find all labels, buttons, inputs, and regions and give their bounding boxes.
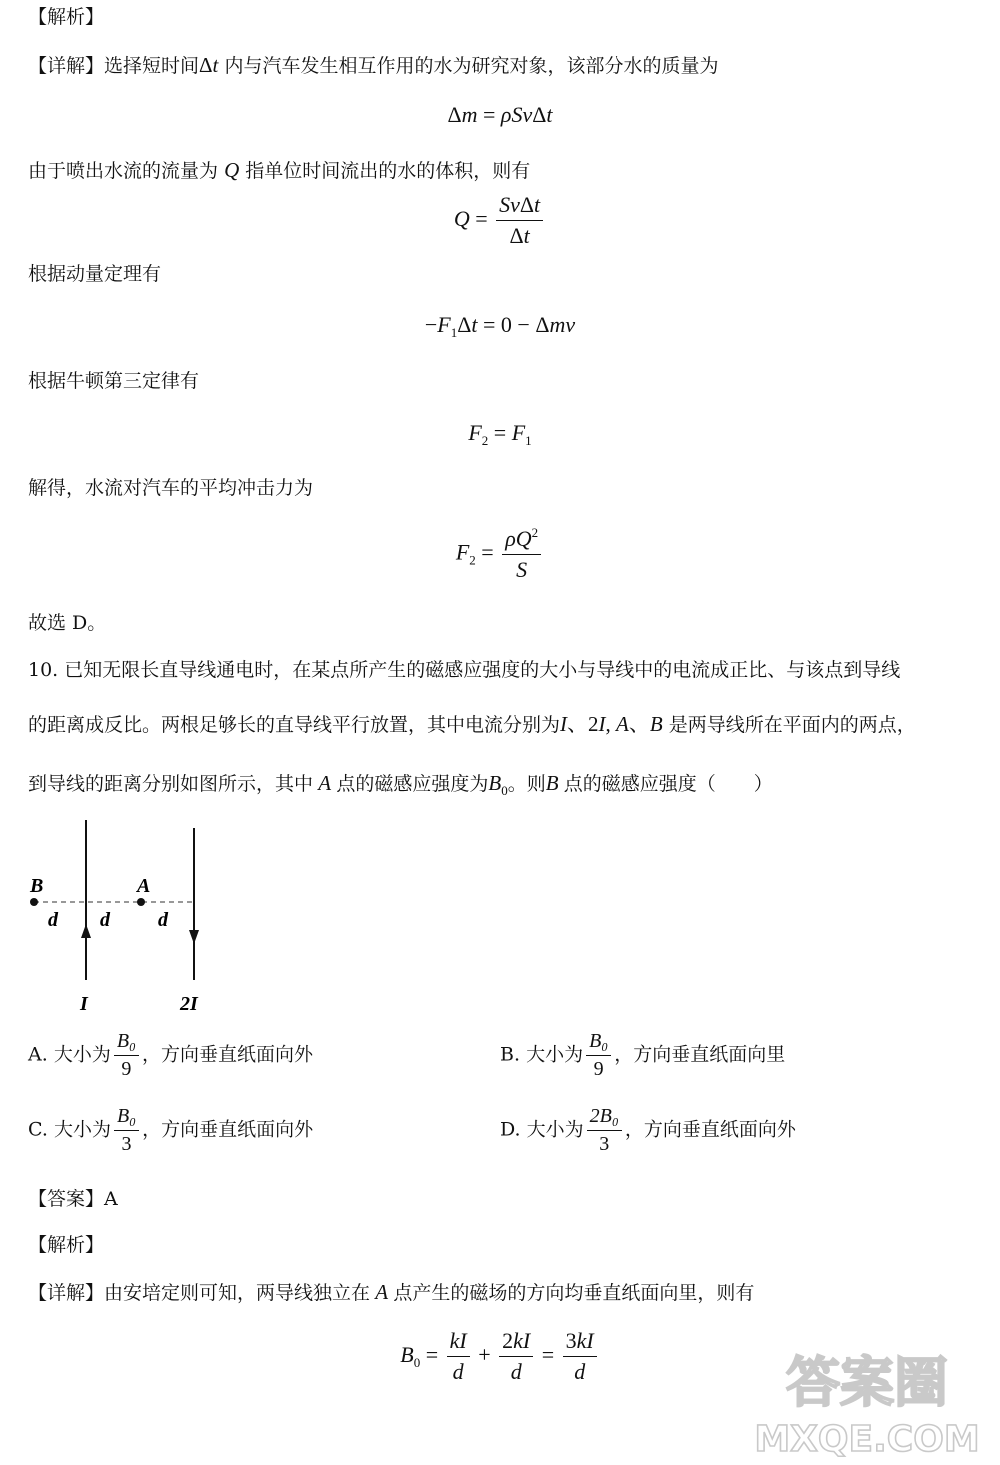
detail-line-1: 【详解】选择短时间Δt 内与汽车发生相互作用的水为研究对象，该部分水的质量为	[28, 53, 719, 77]
equation-momentum: $-F_1\Delta t = 0 - \Delta mv$	[424, 312, 576, 340]
equation-flow: Q = $\frac{\text{SvΔt}}{\Delta t}$	[0, 192, 1000, 250]
watermark-logo-text: 答案圈	[786, 1351, 948, 1414]
point-b-dot	[30, 898, 38, 906]
up-arrow-icon	[81, 924, 91, 938]
equation-newton: $F_2 = F_1$	[468, 420, 532, 448]
option-d[interactable]: D. 大小为 $\frac{\text{2B₀}}{3}$ ，方向垂直纸面向外	[500, 1105, 796, 1155]
detail-line-2: 【详解】由安培定则可知，两导线独立在 A 点产生的磁场的方向均垂直纸面向里，则有	[28, 1280, 755, 1304]
down-arrow-icon	[189, 930, 199, 944]
option-b[interactable]: B. 大小为 $\frac{\text{B₀}}{9}$ ，方向垂直纸面向里	[500, 1030, 786, 1080]
q10-line-3: 到导线的距离分别如图所示，其中 A 点的磁感应强度为$B_0$。则B 点的磁感应强度（ ）	[28, 771, 773, 798]
current-label-right: 2I	[180, 993, 198, 1015]
point-a-label: A	[137, 875, 151, 897]
distance-label-3: d	[158, 909, 168, 931]
wire-figure	[20, 820, 240, 1020]
distance-label-1: d	[48, 909, 58, 931]
point-b-label: B	[30, 875, 44, 897]
analysis-heading-1: 【解析】	[28, 6, 105, 28]
current-label-left: I	[80, 993, 88, 1015]
option-a[interactable]: A. 大小为 $\frac{\text{B₀}}{9}$ ，方向垂直纸面向外	[28, 1030, 314, 1080]
equation-mass: Δm = ρSvΔt	[447, 102, 553, 127]
analysis-heading-2: 【解析】	[28, 1234, 105, 1256]
result-line: 解得，水流对汽车的平均冲击力为	[28, 477, 314, 499]
choose-line: 故选 D。	[28, 612, 107, 634]
q10-line-2: 的距离成反比。两根足够长的直导线平行放置，其中电流分别为I、2I, A、B 是两导线所在平面内的两点，	[28, 712, 916, 736]
point-a-dot	[137, 898, 145, 906]
distance-label-2: d	[100, 909, 110, 931]
detail-heading-2: 【详解】	[28, 1282, 105, 1304]
equation-b0: $B_0$ = $\frac{kI}{d}$ + $\frac{2kI}{d}$ = $\frac{3kI}{d}$	[0, 1328, 1000, 1386]
option-c[interactable]: C. 大小为 $\frac{\text{B₀}}{3}$ ，方向垂直纸面向外	[28, 1105, 314, 1155]
equation-force: $F_2$ = $\frac{\rho Q^2}{S}$	[0, 525, 1000, 584]
detail-heading-1: 【详解】	[28, 55, 105, 77]
newton-line: 根据牛顿第三定律有	[28, 370, 200, 392]
q10-line-1: 10. 已知无限长直导线通电时，在某点所产生的磁感应强度的大小与导线中的电流成正比、与该点到导线	[28, 659, 901, 681]
momentum-line: 根据动量定理有	[28, 263, 162, 285]
site-watermark	[742, 1339, 992, 1459]
flow-line: 由于喷出水流的流量为 Q 指单位时间流出的水的体积，则有	[28, 158, 531, 182]
watermark-url: MXQE.COM	[754, 1419, 980, 1459]
answer-line: 【答案】A	[28, 1188, 118, 1210]
